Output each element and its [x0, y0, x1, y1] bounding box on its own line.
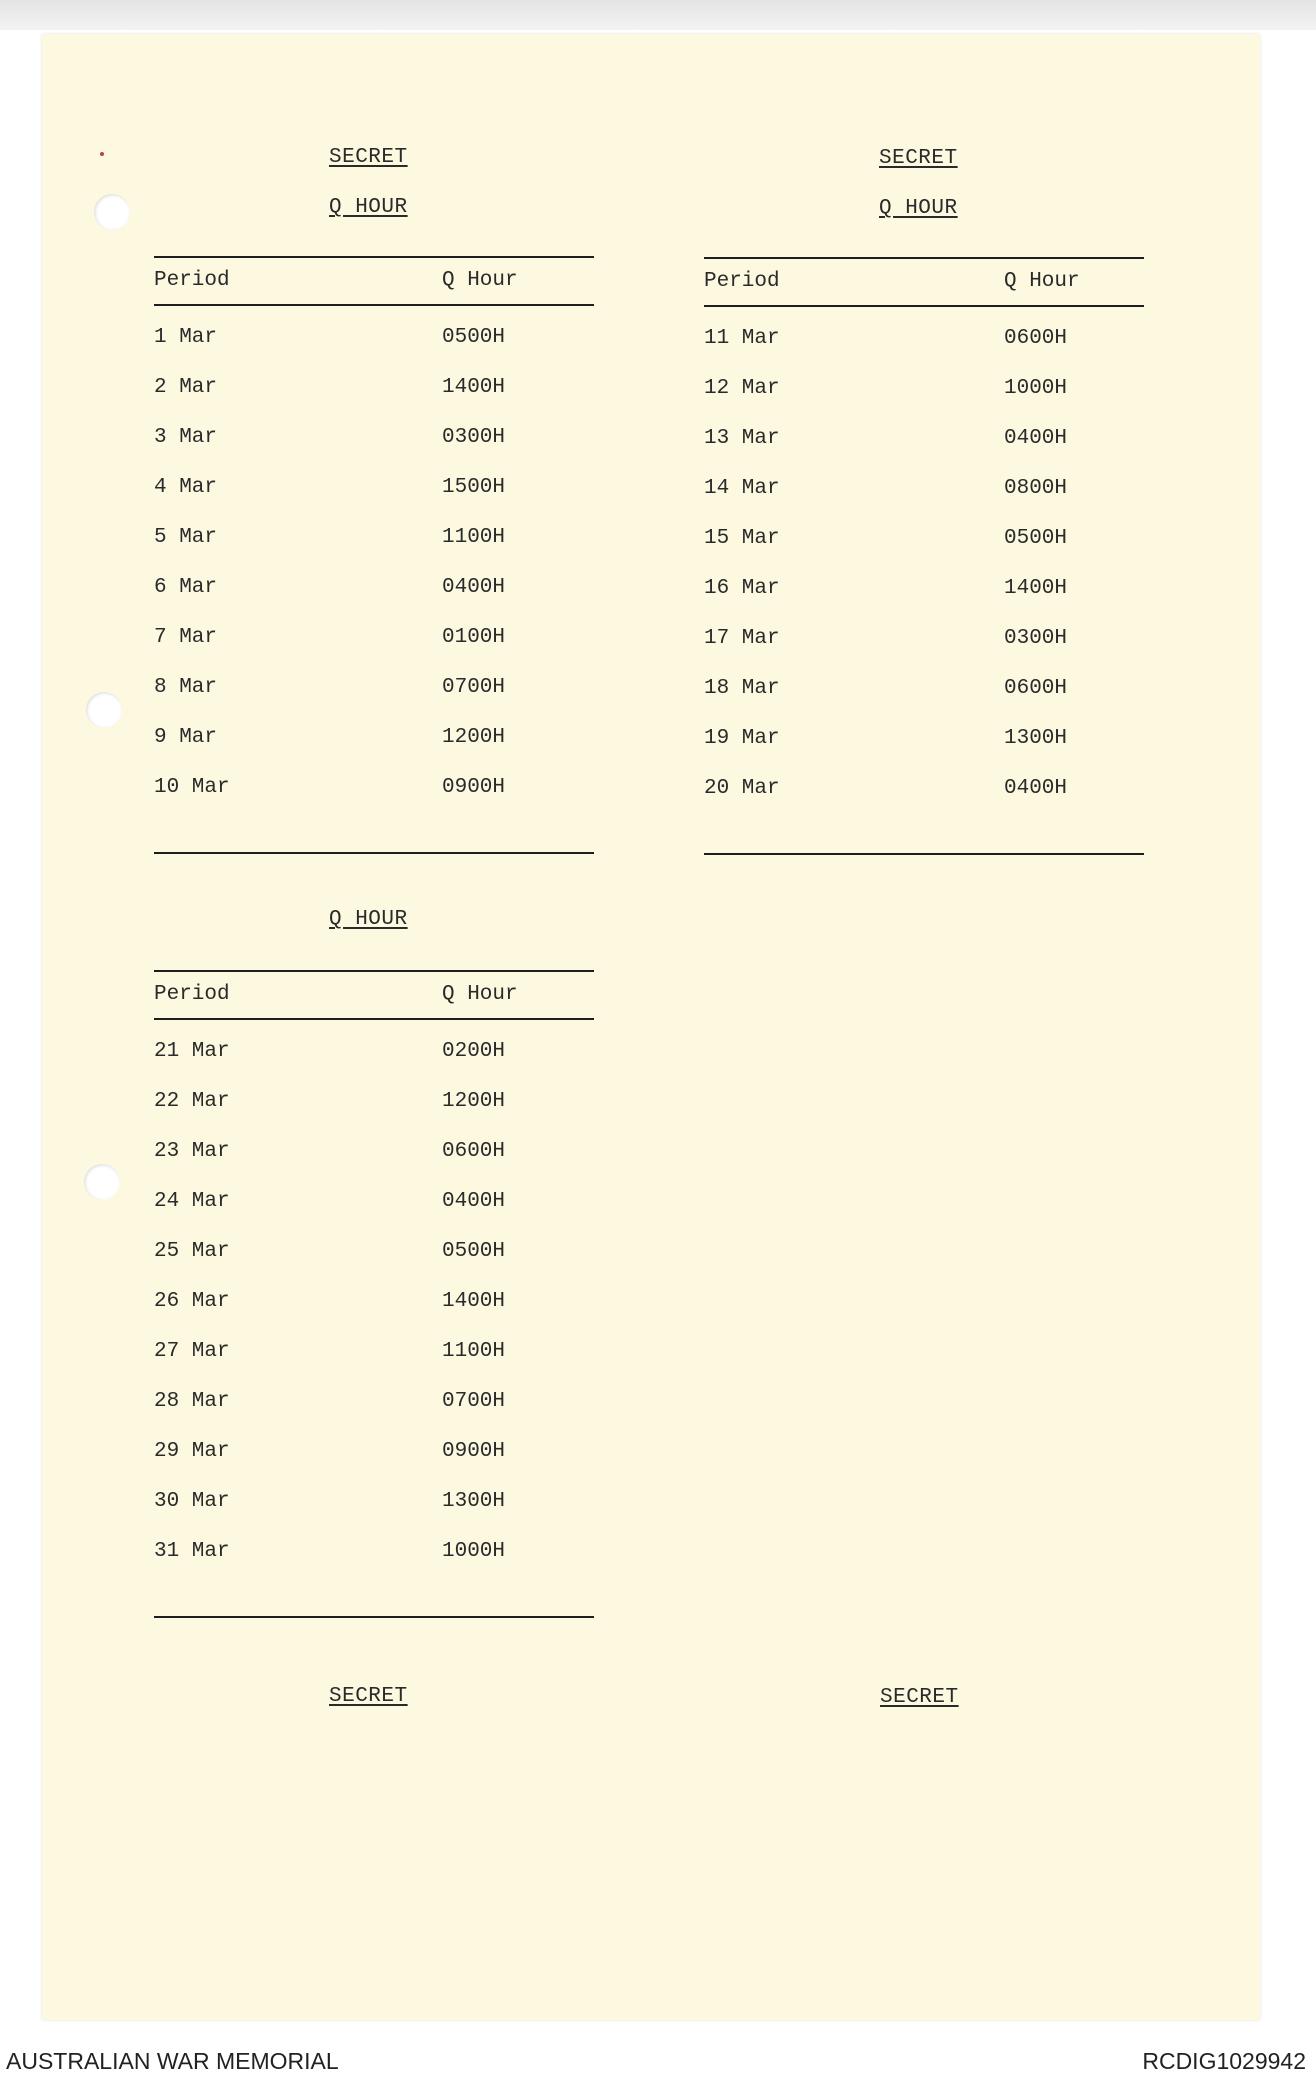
- q-hour-cell: 0700H: [442, 1390, 506, 1413]
- table-row: [154, 464, 594, 514]
- q-hour-cell: 0300H: [1004, 627, 1068, 650]
- right-q-hour-title: Q HOUR: [879, 197, 958, 220]
- q-hour-table-1: [154, 256, 594, 854]
- period-column-header: Period: [154, 269, 230, 292]
- table-row: [154, 714, 594, 764]
- table-row: [154, 1078, 594, 1128]
- table-header-row: [704, 259, 1144, 305]
- period-cell: 18 Mar: [704, 677, 780, 700]
- table-row: [154, 414, 594, 464]
- period-cell: 15 Mar: [704, 527, 780, 550]
- table-row: [704, 515, 1144, 565]
- q-hour-cell: 0500H: [442, 1240, 506, 1263]
- q-hour-cell: 0600H: [442, 1140, 506, 1163]
- q-hour-cell: 1000H: [442, 1540, 506, 1563]
- table-row: [154, 664, 594, 714]
- footer-secret-right: SECRET: [880, 1686, 959, 1709]
- q-hour-cell: 0300H: [442, 426, 506, 449]
- table-row: [154, 1378, 594, 1428]
- period-cell: 30 Mar: [154, 1490, 230, 1513]
- q-hour-cell: 0700H: [442, 676, 506, 699]
- table-bottom-rule: [704, 853, 1144, 855]
- table-row: [154, 1328, 594, 1378]
- q-hour-cell: 1300H: [442, 1490, 506, 1513]
- table-row: [154, 564, 594, 614]
- period-cell: 9 Mar: [154, 726, 218, 749]
- q-hour-cell: 1000H: [1004, 377, 1068, 400]
- table-bottom-rule: [154, 1616, 594, 1618]
- period-cell: 12 Mar: [704, 377, 780, 400]
- punch-hole-middle: [86, 692, 122, 728]
- period-cell: 7 Mar: [154, 626, 218, 649]
- period-cell: 25 Mar: [154, 1240, 230, 1263]
- table-header-row: [154, 972, 594, 1018]
- table-row: [154, 1178, 594, 1228]
- q-hour-cell: 1200H: [442, 1090, 506, 1113]
- q-hour-table-3: [154, 970, 594, 1618]
- period-cell: 20 Mar: [704, 777, 780, 800]
- catalogue-id-caption: RCDIG1029942: [1142, 2048, 1306, 2074]
- table-row: [154, 1278, 594, 1328]
- q-hour-cell: 0200H: [442, 1040, 506, 1063]
- footer-secret-left: SECRET: [329, 1685, 408, 1708]
- q-hour-cell: 1400H: [1004, 577, 1068, 600]
- left-q-hour-title: Q HOUR: [329, 196, 408, 219]
- punch-hole-top: [94, 194, 130, 230]
- q-hour-cell: 0800H: [1004, 477, 1068, 500]
- period-cell: 6 Mar: [154, 576, 218, 599]
- q-hour-cell: 1200H: [442, 726, 506, 749]
- period-column-header: Period: [154, 983, 230, 1006]
- q-hour-cell: 0400H: [442, 1190, 506, 1213]
- period-cell: 26 Mar: [154, 1290, 230, 1313]
- table-row: [154, 514, 594, 564]
- scan-background: [0, 0, 1316, 30]
- q-hour-cell: 0900H: [442, 1440, 506, 1463]
- period-cell: 19 Mar: [704, 727, 780, 750]
- table-row: [704, 365, 1144, 415]
- q-hour-column-header: Q Hour: [1004, 270, 1080, 293]
- q-hour-cell: 0500H: [442, 326, 506, 349]
- q-hour-cell: 0600H: [1004, 327, 1068, 350]
- period-cell: 17 Mar: [704, 627, 780, 650]
- period-cell: 5 Mar: [154, 526, 218, 549]
- q-hour-cell: 0900H: [442, 776, 506, 799]
- q-hour-cell: 1300H: [1004, 727, 1068, 750]
- punch-hole-bottom: [84, 1164, 120, 1200]
- left-secret-heading: SECRET: [329, 146, 408, 169]
- table-row: [154, 314, 594, 364]
- q-hour-column-header: Q Hour: [442, 983, 518, 1006]
- period-cell: 29 Mar: [154, 1440, 230, 1463]
- period-cell: 28 Mar: [154, 1390, 230, 1413]
- period-cell: 1 Mar: [154, 326, 218, 349]
- table-row: [154, 1528, 594, 1578]
- q-hour-cell: 0400H: [1004, 427, 1068, 450]
- period-cell: 2 Mar: [154, 376, 218, 399]
- period-cell: 10 Mar: [154, 776, 230, 799]
- q-hour-cell: 0100H: [442, 626, 506, 649]
- q-hour-column-header: Q Hour: [442, 269, 518, 292]
- table-row: [704, 765, 1144, 815]
- period-cell: 31 Mar: [154, 1540, 230, 1563]
- q-hour-cell: 0600H: [1004, 677, 1068, 700]
- table-row: [704, 565, 1144, 615]
- table-row: [154, 614, 594, 664]
- period-cell: 21 Mar: [154, 1040, 230, 1063]
- table-row: [154, 1228, 594, 1278]
- period-cell: 3 Mar: [154, 426, 218, 449]
- right-secret-heading: SECRET: [879, 147, 958, 170]
- table-row: [154, 1128, 594, 1178]
- q-hour-cell: 1400H: [442, 376, 506, 399]
- q-hour-cell: 1100H: [442, 1340, 506, 1363]
- period-cell: 27 Mar: [154, 1340, 230, 1363]
- table-row: [154, 1478, 594, 1528]
- q-hour-cell: 1100H: [442, 526, 506, 549]
- q-hour-cell: 0500H: [1004, 527, 1068, 550]
- q-hour-table-2: [704, 257, 1144, 855]
- q-hour-cell: 0400H: [442, 576, 506, 599]
- period-cell: 4 Mar: [154, 476, 218, 499]
- table-row: [154, 1028, 594, 1078]
- table-header-row: [154, 258, 594, 304]
- table-row: [154, 764, 594, 814]
- table-row: [704, 315, 1144, 365]
- period-cell: 8 Mar: [154, 676, 218, 699]
- table-row: [704, 465, 1144, 515]
- period-cell: 14 Mar: [704, 477, 780, 500]
- period-column-header: Period: [704, 270, 780, 293]
- table-row: [154, 364, 594, 414]
- q-hour-cell: 0400H: [1004, 777, 1068, 800]
- institution-caption: AUSTRALIAN WAR MEMORIAL: [6, 2048, 339, 2074]
- period-cell: 13 Mar: [704, 427, 780, 450]
- table-row: [704, 415, 1144, 465]
- q-hour-cell: 1400H: [442, 1290, 506, 1313]
- lower-q-hour-title: Q HOUR: [329, 908, 408, 931]
- paper-speck: [100, 152, 104, 156]
- table-row: [704, 615, 1144, 665]
- period-cell: 24 Mar: [154, 1190, 230, 1213]
- period-cell: 22 Mar: [154, 1090, 230, 1113]
- period-cell: 23 Mar: [154, 1140, 230, 1163]
- q-hour-cell: 1500H: [442, 476, 506, 499]
- table-row: [704, 715, 1144, 765]
- table-bottom-rule: [154, 852, 594, 854]
- period-cell: 16 Mar: [704, 577, 780, 600]
- table-row: [154, 1428, 594, 1478]
- table-row: [704, 665, 1144, 715]
- period-cell: 11 Mar: [704, 327, 780, 350]
